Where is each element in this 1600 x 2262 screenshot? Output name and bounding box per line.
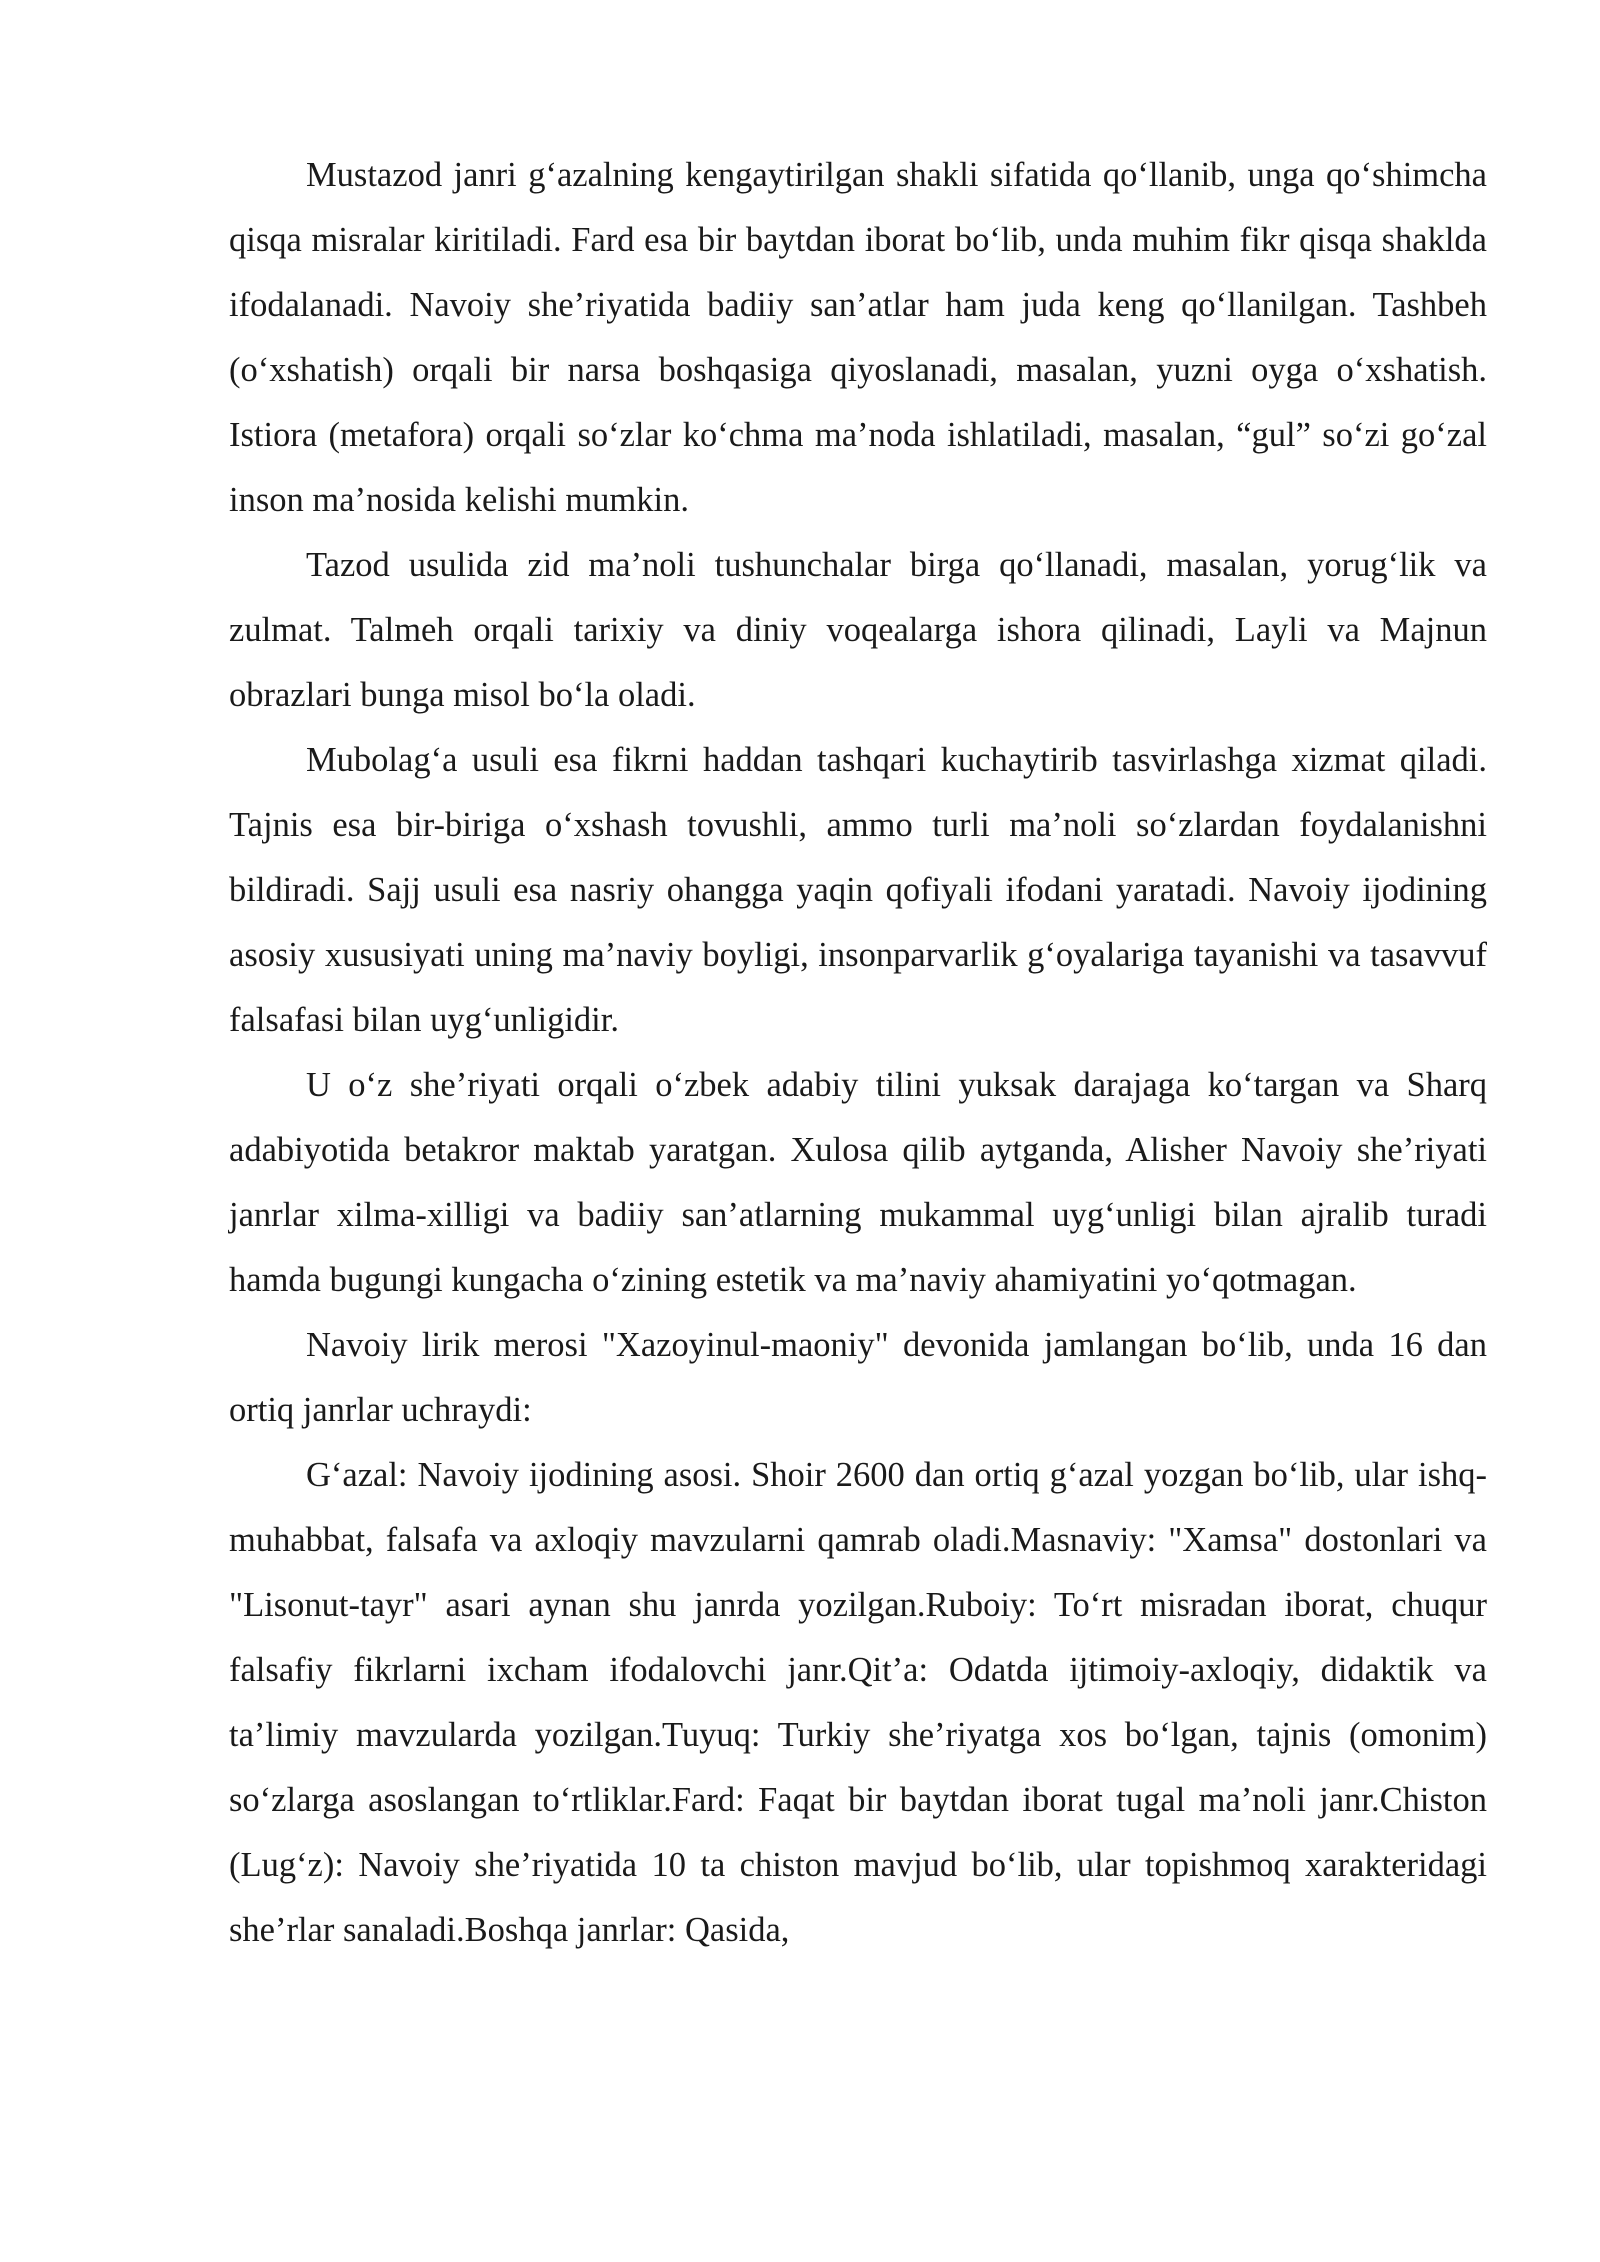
- document-body: [229, 143, 1487, 1963]
- paragraph-4: U o‘z she’riyati orqali o‘zbek adabiy tilini yuksak darajaga ko‘targan va Sharq adabiyotida betakror maktab yaratgan. Xulosa qilib aytganda, Alisher Navoiy she’riyati janrlar xilma-xilligi va badiiy san’atlarning mukammal uyg‘unligi bilan ajralib turadi hamda bugungi kungacha o‘zining estetik va ma’naviy ahamiyatini yo‘qotmagan.: [229, 1066, 1487, 1299]
- paragraph-5: Navoiy lirik merosi "Xazoyinul-maoniy" devonida jamlangan bo‘lib, unda 16 dan ortiq janrlar uchraydi:: [229, 1326, 1487, 1429]
- paragraph-1: Mustazod janri g‘azalning kengaytirilgan shakli sifatida qo‘llanib, unga qo‘shimcha qisqa misralar kiritiladi. Fard esa bir baytdan iborat bo‘lib, unda muhim fikr qisqa shaklda ifodalanadi. Navoiy she’riyatida badiiy san’atlar ham juda keng qo‘llanilgan. Tashbeh (o‘xshatish) orqali bir narsa boshqasiga qiyoslanadi, masalan, yuzni oyga o‘xshatish. Istiora (metafora) orqali so‘zlar ko‘chma ma’noda ishlatiladi, masalan, “gul” so‘zi go‘zal inson ma’nosida kelishi mumkin.: [229, 156, 1487, 519]
- paragraph-6: G‘azal: Navoiy ijodining asosi. Shoir 2600 dan ortiq g‘azal yozgan bo‘lib, ular ishq-muhabbat, falsafa va axloqiy mavzularni qamrab oladi.Masnaviy: "Xamsa" dostonlari va "Lisonut-tayr" asari aynan shu janrda yozilgan.Ruboiy: To‘rt misradan iborat, chuqur falsafiy fikrlarni ixcham ifodalovchi janr.Qit’a: Odatda ijtimoiy-axloqiy, didaktik va ta’limiy mavzularda yozilgan.Tuyuq: Turkiy she’riyatga xos bo‘lgan, tajnis (omonim) so‘zlarga asoslangan to‘rtliklar.Fard: Faqat bir baytdan iborat tugal ma’noli janr.Chiston (Lug‘z): Navoiy she’riyatida 10 ta chiston mavjud bo‘lib, ular topishmoq xarakteridagi she’rlar sanaladi.Boshqa janrlar: Qasida,: [229, 1456, 1487, 1949]
- paragraph-3: Mubolag‘a usuli esa fikrni haddan tashqari kuchaytirib tasvirlashga xizmat qiladi. Tajnis esa bir-biriga o‘xshash tovushli, ammo turli ma’noli so‘zlardan foydalanishni bildiradi. Sajj usuli esa nasriy ohangga yaqin qofiyali ifodani yaratadi. Navoiy ijodining asosiy xususiyati uning ma’naviy boyligi, insonparvarlik g‘oyalariga tayanishi va tasavvuf falsafasi bilan uyg‘unligidir.: [229, 741, 1487, 1039]
- paragraph-2: Tazod usulida zid ma’noli tushunchalar birga qo‘llanadi, masalan, yorug‘lik va zulmat. Talmeh orqali tarixiy va diniy voqealarga ishora qilinadi, Layli va Majnun obrazlari bunga misol bo‘la oladi.: [229, 546, 1487, 714]
